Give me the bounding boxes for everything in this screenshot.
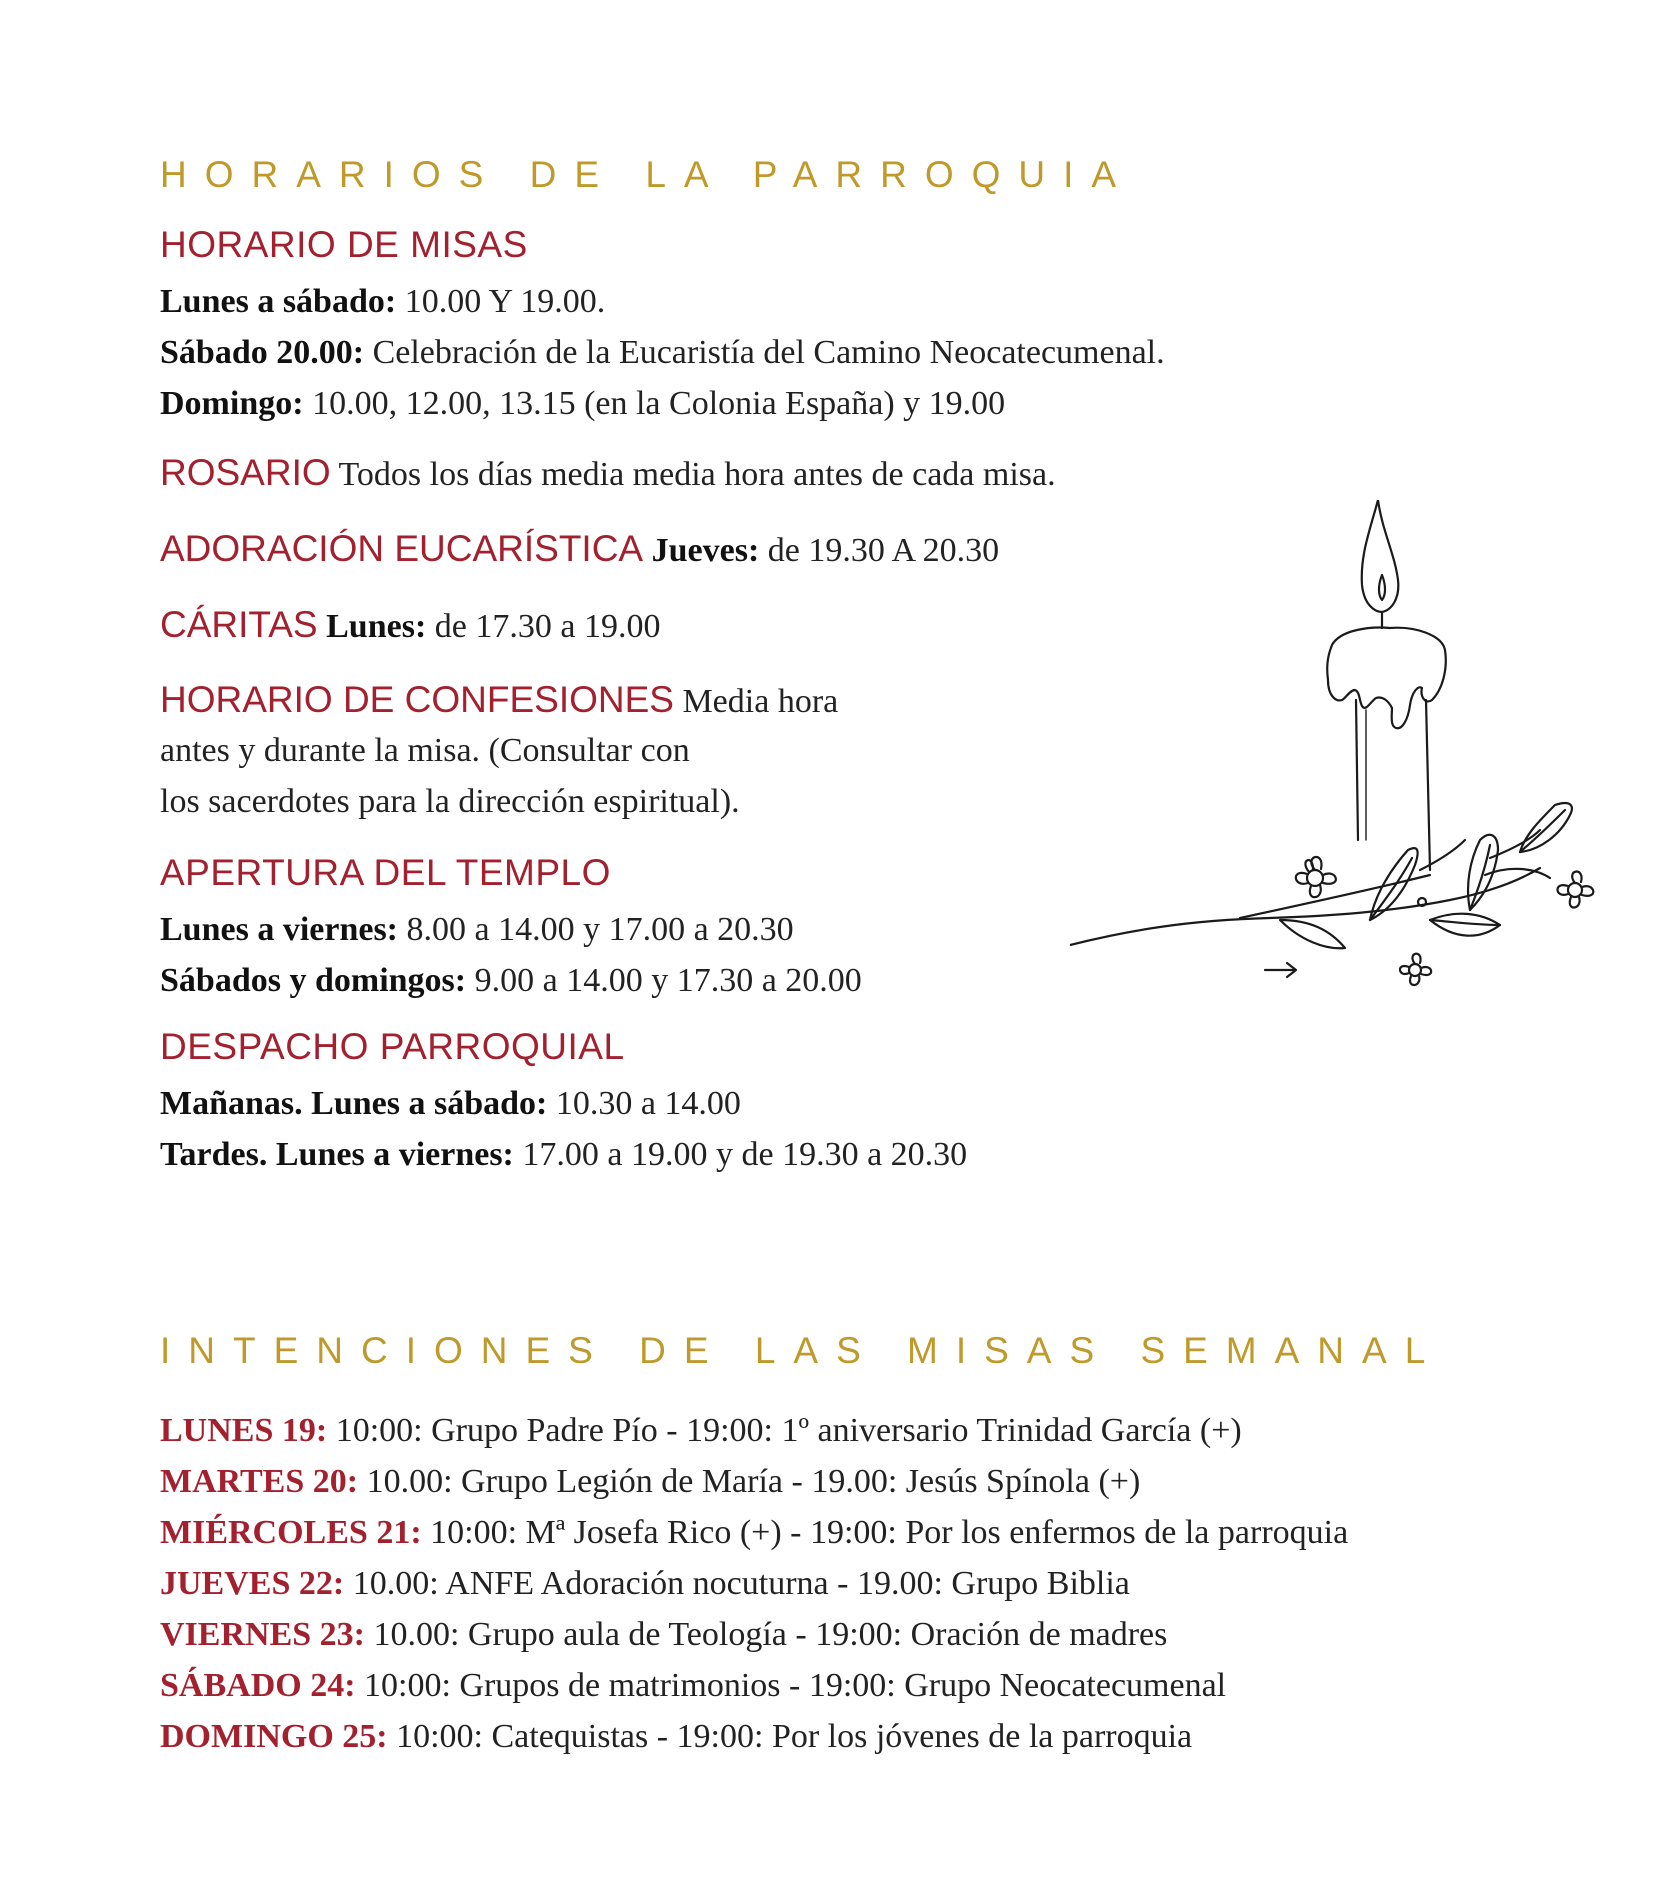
intencion-row: JUEVES 22: 10.00: ANFE Adoración nocuturna - 19.00: Grupo Biblia: [160, 1565, 1130, 1602]
intencion-row: VIERNES 23: 10.00: Grupo aula de Teología - 19:00: Oración de madres: [160, 1616, 1168, 1653]
misas-line: Domingo: 10.00, 12.00, 13.15 (en la Colonia España) y 19.00: [160, 385, 1006, 422]
intenciones-kicker: INTENCIONES DE LAS MISAS SEMANAL: [160, 1330, 1444, 1371]
rosario-title: ROSARIO: [160, 452, 331, 493]
intencion-row: MARTES 20: 10.00: Grupo Legión de María - 19.00: Jesús Spínola (+): [160, 1463, 1141, 1500]
apertura-line: Sábados y domingos: 9.00 a 14.00 y 17.30 a 20.00: [160, 962, 862, 999]
confesiones-text: los sacerdotes para la dirección espiritual).: [160, 783, 740, 820]
intencion-row: DOMINGO 25: 10:00: Catequistas - 19:00: Por los jóvenes de la parroquia: [160, 1718, 1193, 1755]
despacho-title: DESPACHO PARROQUIAL: [160, 1026, 625, 1067]
section-apertura: [160, 852, 862, 1006]
intenciones-list: [160, 1405, 1348, 1762]
intencion-row: SÁBADO 24: 10:00: Grupos de matrimonios - 19:00: Grupo Neocatecumenal: [160, 1667, 1227, 1704]
despacho-line: Tardes. Lunes a viernes: 17.00 a 19.00 y de 19.30 a 20.30: [160, 1136, 968, 1173]
apertura-title: APERTURA DEL TEMPLO: [160, 852, 611, 893]
rosario-text: Todos los días media media hora antes de cada misa.: [330, 456, 1056, 493]
adoracion-title: ADORACIÓN EUCARÍSTICA: [160, 528, 644, 569]
despacho-line: Mañanas. Lunes a sábado: 10.30 a 14.00: [160, 1085, 741, 1122]
apertura-line: Lunes a viernes: 8.00 a 14.00 y 17.00 a 20.30: [160, 911, 794, 948]
misas-line: Lunes a sábado: 10.00 Y 19.00.: [160, 283, 606, 320]
intencion-row: LUNES 19: 10:00: Grupo Padre Pío - 19:00: 1º aniversario Trinidad García (+): [160, 1412, 1242, 1449]
section-despacho: [160, 1026, 967, 1180]
section-rosario: [160, 447, 1056, 500]
section-adoracion: ADORACIÓN EUCARÍSTICA Jueves: de 19.30 A 20.30: [160, 528, 1000, 569]
section-caritas: CÁRITAS Lunes: de 17.30 a 19.00: [160, 604, 661, 645]
misas-line: Sábado 20.00: Celebración de la Eucaristía del Camino Neocatecumenal.: [160, 334, 1165, 371]
page-kicker: HORARIOS DE LA PARROQUIA: [160, 154, 1135, 195]
confesiones-text: antes y durante la misa. (Consultar con: [160, 732, 690, 769]
candle-with-flowers-icon: [1070, 500, 1630, 990]
misas-title: HORARIO DE MISAS: [160, 224, 528, 265]
section-misas: [160, 224, 1165, 429]
intencion-row: MIÉRCOLES 21: 10:00: Mª Josefa Rico (+) - 19:00: Por los enfermos de la parroquia: [160, 1514, 1349, 1551]
caritas-title: CÁRITAS: [160, 604, 318, 645]
section-confesiones: HORARIO DE CONFESIONES Media hora antes y durante la misa. (Consultar con los sacerdotes para la dirección espiritual).: [160, 674, 838, 827]
confesiones-title: HORARIO DE CONFESIONES: [160, 679, 674, 720]
